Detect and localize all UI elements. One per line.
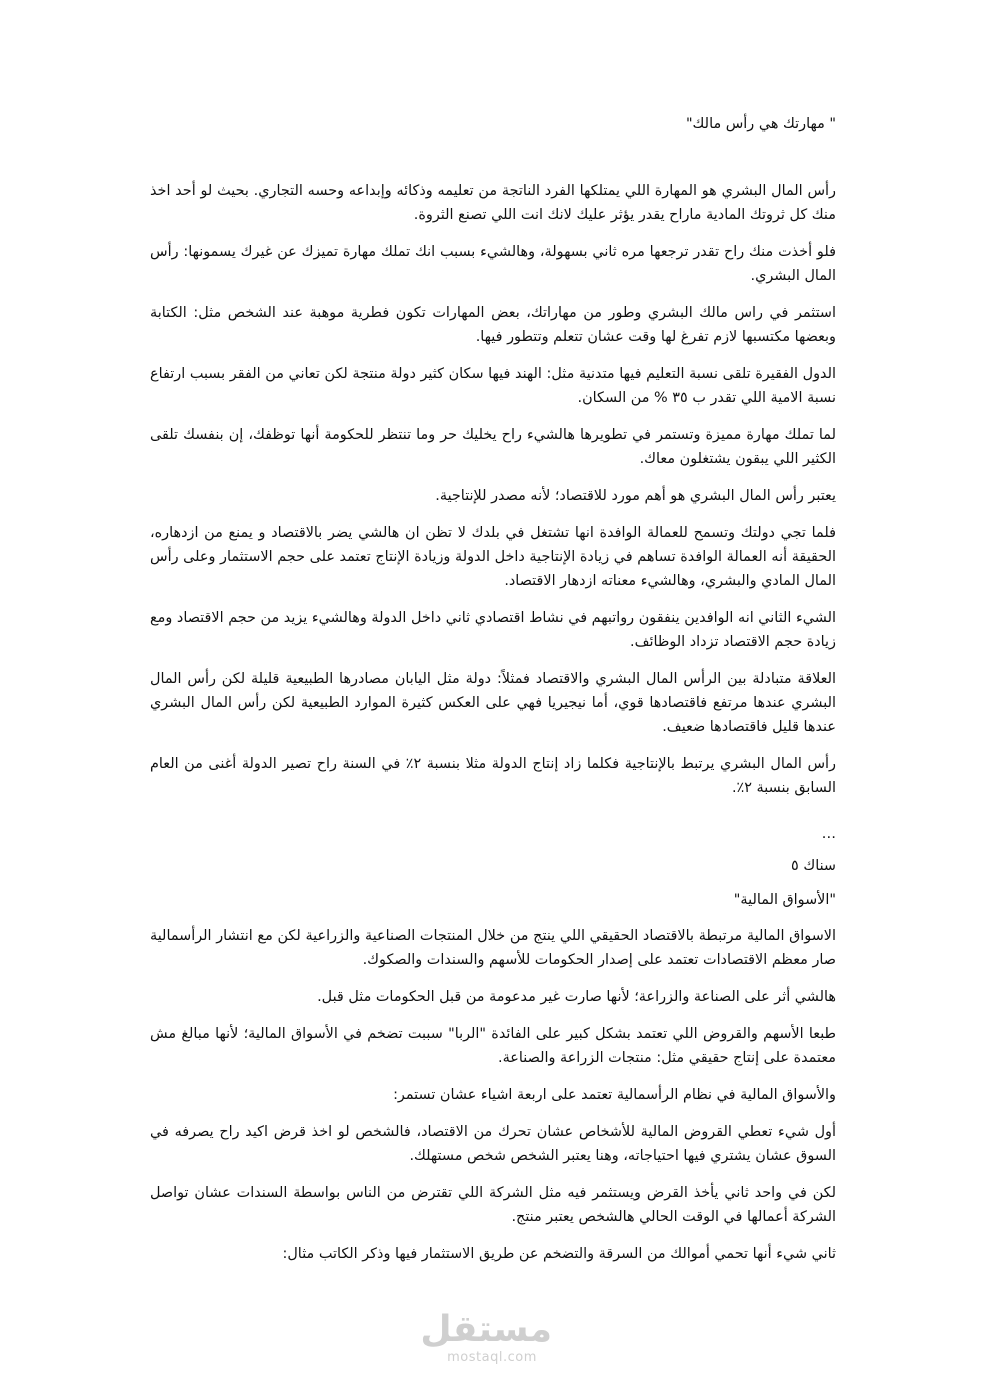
paragraph-expat-spending: الشيء الثاني انه الوافدين ينفقون رواتبهم في نشاط اقتصادي ثاني داخل الدولة وهالشيء يزيد من حجم الاقتصاد ومع زيادة حجم الاقتصاد تزداد الوظائف. <box>150 610 836 650</box>
paragraph-invest-skills: استثمر في راس مالك البشري وطور من مهاراتك، بعض المهارات تكون فطرية موهبة عند الشخص مثل: الكتابة وبعضها مكتسبها لازم تفرغ لها وقت عشان تتعلم وتتطور فيها. <box>150 305 836 345</box>
paragraph-mutual-relationship: العلاقة متبادلة بين الرأس المال البشري والاقتصاد فمثلاً: دولة مثل اليابان مصادرها الطبيعية قليلة لكن رأس المال البشري عندها مرتفع فاقتصادها قوي، أما نيجيريا فهي على العكس كثيرة الموارد الطبيعية لكن رأس المال البشري عندها قليل فاقتصادها ضعيف. <box>150 671 836 735</box>
section-label: سناك ٥ <box>791 858 836 874</box>
paragraph-financial-markets: الاسواق المالية مرتبطة بالاقتصاد الحقيقي اللي ينتج من خلال المنتجات الصناعية والزراعية لكن مع انتشار الرأسمالية صار معظم الاقتصادات تعتمد على إصدار الحكومات للأسهم والسندات والصكوك. <box>150 928 836 968</box>
paragraph-distinct-skill: لما تملك مهارة مميزة وتستمر في تطويرها هالشيء راح يخليك حر وما تنتظر للحكومة أنها توظفك، إن بنفسك تلقى الكثير اللي يبقون يشتغلون معاك. <box>150 427 836 467</box>
paragraph-recover-wealth: فلو أخذت منك راح تقدر ترجعها مره ثاني بسهولة، وهالشيء بسبب انك تملك مهارة تميزك عن غيرك يسمونها: رأس المال البشري. <box>150 244 836 284</box>
paragraph-foreign-labor: فلما تجي دولتك وتسمح للعمالة الوافدة انها تشتغل في بلدك لا تظن ان هالشي يضر بالاقتصاد و يمنع من ازدهاره، الحقيقة أنه العمالة الوافدة تساهم في زيادة الإنتاجية داخل الدولة وزيادة الإنتاج تعتمد على حجم الاستثمار وعلى رأس المال المادي والبشري، وهالشيء معناته ازدهار الاقتصاد. <box>150 525 836 589</box>
paragraph-productivity-link: رأس المال البشري يرتبط بالإنتاجية فكلما زاد إنتاج الدولة مثلا بنسبة ٢٪ في السنة راح تصير الدولة أغنى من العام السابق بنسبة ٢٪. <box>150 756 836 796</box>
paragraph-poor-countries: الدول الفقيرة تلقى نسبة التعليم فيها متدنية مثل: الهند فيها سكان كثير دولة منتجة لكن تعاني من الفقر بسبب ارتفاع نسبة الامية اللي تقدر ب ٣٥ % من السكان. <box>150 366 836 406</box>
paragraph-human-capital-definition: رأس المال البشري هو المهارة اللي يمتلكها الفرد الناتجة من تعليمه وذكائه وإبداعه وحسه التجاري. بحيث لو أحد اخذ منك كل ثروتك المادية ماراح يقدر يؤثر عليك لانك انت اللي تصنع الثروة. <box>150 183 836 223</box>
paragraph-most-important-resource: يعتبر رأس المال البشري هو أهم مورد للاقتصاد؛ لأنه مصدر للإنتاجية. <box>435 488 836 504</box>
document-title: " مهارتك هي رأس مالك" <box>685 116 836 132</box>
paragraph-four-things: والأسواق المالية في نظام الرأسمالية تعتمد على اربعة اشياء عشان تستمر: <box>393 1087 836 1103</box>
paragraph-investor-producer: لكن في واحد ثاني يأخذ القرض ويستثمر فيه مثل الشركة اللي تقترض من الناس بواسطة السندات عشان تواصل الشركة أعمالها في الوقت الحالي هالشخص يعتبر منتج. <box>150 1185 836 1225</box>
mostaql-watermark <box>420 1309 552 1372</box>
paragraph-industry-agriculture-impact: هالشي أثر على الصناعة والزراعة؛ لأنها صارت غير مدعومة من قبل الحكومات مثل قبل. <box>317 989 836 1005</box>
paragraph-second-protection: ثاني شيء أنها تحمي أموالك من السرقة والتضخم عن طريق الاستثمار فيها وذكر الكاتب مثال: <box>282 1246 836 1262</box>
section-title: "الأسواق المالية" <box>733 892 836 908</box>
section-separator-ellipsis: … <box>821 826 836 842</box>
paragraph-interest-inflation: طبعا الأسهم والقروض اللي تعتمد بشكل كبير على الفائدة "الربا" سببت تضخم في الأسواق المالية؛ لأنها مبالغ مش معتمدة على إنتاج حقيقي مثل: منتجات الزراعة والصناعة. <box>150 1026 836 1066</box>
watermark-arabic: مستقل <box>420 1309 552 1350</box>
watermark-latin: mostaql.com <box>447 1350 537 1365</box>
paragraph-first-loans: أول شيء تعطي القروض المالية للأشخاص عشان تحرك من الاقتصاد، فالشخص لو اخذ قرض اكيد راح يصرفه في السوق عشان يشتري فيها احتياجاته، وهنا يعتبر الشخص شخص مستهلك. <box>150 1124 836 1164</box>
